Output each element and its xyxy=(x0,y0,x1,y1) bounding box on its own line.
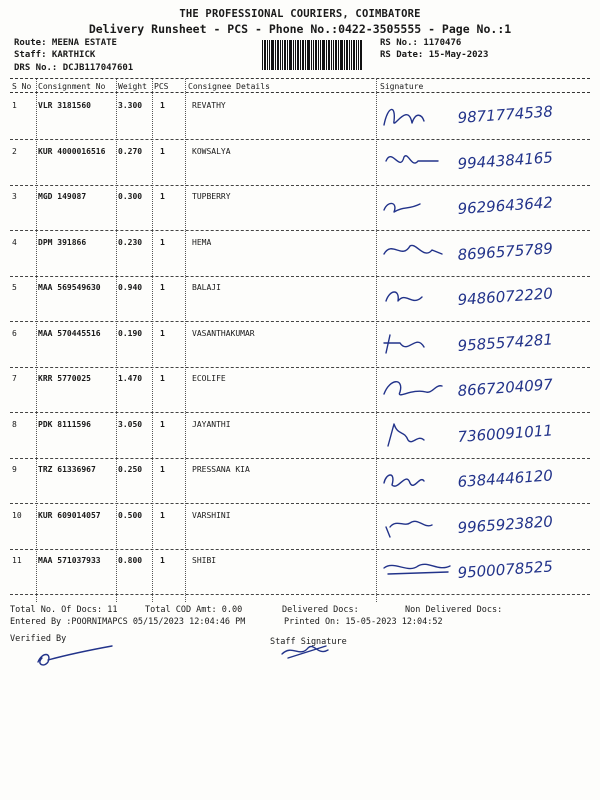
row-consignee: TUPBERRY xyxy=(192,192,231,201)
row-pcs: 1 xyxy=(160,419,165,429)
row-consignment-no: KUR 4000016516 xyxy=(38,146,106,156)
row-pcs: 1 xyxy=(160,283,165,292)
row-consignment-no: TRZ 61336967 xyxy=(38,465,96,474)
row-pcs: 1 xyxy=(160,510,165,520)
row-consignment-no: KUR 609014057 xyxy=(38,510,101,520)
staff-signature xyxy=(278,640,338,662)
row-signature-phone: 8667204097 xyxy=(457,375,554,400)
col-header-weight: Weight xyxy=(118,82,147,91)
row-signature xyxy=(378,507,590,547)
row-signature-phone: 7360091011 xyxy=(457,420,554,446)
row-consignment-no: MGD 149087 xyxy=(38,192,87,201)
row-pcs: 1 xyxy=(160,192,165,201)
row-signature-phone: 9486072220 xyxy=(457,284,554,309)
row-sno: 6 xyxy=(12,328,17,338)
printed-on: Printed On: 15-05-2023 12:04:52 xyxy=(284,617,443,627)
non-delivered-docs: Non Delivered Docs: xyxy=(405,605,503,615)
company-name: THE PROFESSIONAL COURIERS, COIMBATORE xyxy=(179,8,421,20)
table-row xyxy=(10,368,590,413)
row-consignee: BALAJI xyxy=(192,283,221,292)
row-signature xyxy=(378,416,590,456)
row-pcs: 1 xyxy=(160,146,165,156)
row-signature xyxy=(378,325,590,365)
row-signature xyxy=(378,370,590,410)
table-row xyxy=(10,95,590,140)
row-signature xyxy=(378,234,590,274)
row-sno: 3 xyxy=(12,192,17,201)
col-header-pcs: PCS xyxy=(154,82,169,91)
col-header-signature: Signature xyxy=(380,82,424,91)
delivered-docs: Delivered Docs: xyxy=(282,605,359,615)
row-consignee: SHIBI xyxy=(192,556,217,565)
row-pcs: 1 xyxy=(160,101,165,110)
row-sno: 5 xyxy=(12,283,17,292)
runsheet-title: Delivery Runsheet - PCS - Phone No.:0422-3505555 - Page No.:1 xyxy=(88,22,512,36)
verified-by-label: Verified By xyxy=(10,634,67,644)
staff-label: Staff: KARTHICK xyxy=(14,50,96,60)
row-sno: 11 xyxy=(12,556,22,565)
table-row xyxy=(10,414,590,459)
row-consignment-no: MAA 570445516 xyxy=(38,328,101,338)
row-consignee: REVATHY xyxy=(192,101,226,110)
row-consignment-no: VLR 3181560 xyxy=(38,101,91,110)
row-signature-phone: 9965923820 xyxy=(457,511,554,537)
header-bottom-rule xyxy=(10,92,590,93)
col-header-sno: S No xyxy=(12,82,32,91)
row-weight: 0.300 xyxy=(118,192,143,201)
row-consignee: HEMA xyxy=(192,237,212,247)
row-weight: 0.940 xyxy=(118,283,143,292)
row-weight: 0.190 xyxy=(118,328,143,338)
row-consignment-no: PDK 8111596 xyxy=(38,419,91,429)
row-pcs: 1 xyxy=(160,237,165,247)
staff-signature-label: Staff Signature xyxy=(270,637,347,647)
col-header-consignee: Consignee Details xyxy=(188,82,270,91)
row-consignee: PRESSANA KIA xyxy=(192,465,250,474)
col-header-consignment: Consignment No xyxy=(38,82,106,91)
row-signature-phone: 9871774538 xyxy=(457,102,554,127)
row-consignment-no: MAA 569549630 xyxy=(38,283,101,292)
table-row xyxy=(10,505,590,550)
row-signature xyxy=(378,552,590,592)
row-sno: 4 xyxy=(12,237,17,247)
entered-by: Entered By :POORNIMAPCS 05/15/2023 12:04:46 PM xyxy=(10,617,246,627)
row-weight: 0.270 xyxy=(118,146,143,156)
row-weight: 3.300 xyxy=(118,101,143,110)
row-signature xyxy=(378,188,590,228)
table-row xyxy=(10,550,590,595)
row-sno: 1 xyxy=(12,101,17,110)
row-signature xyxy=(378,143,590,183)
row-consignee: KOWSALYA xyxy=(192,146,231,156)
total-cod-amount: Total COD Amt: 0.00 xyxy=(145,605,243,615)
row-consignment-no: DPM 391866 xyxy=(38,237,87,247)
table-row xyxy=(10,323,590,368)
row-weight: 0.250 xyxy=(118,465,143,474)
table-row xyxy=(10,186,590,231)
row-pcs: 1 xyxy=(160,374,165,383)
rs-number: RS No.: 1170476 xyxy=(380,38,462,48)
row-weight: 0.500 xyxy=(118,510,143,520)
row-pcs: 1 xyxy=(160,465,165,474)
table-row xyxy=(10,459,590,504)
row-consignee: ECOLIFE xyxy=(192,374,226,383)
row-signature-phone: 9585574281 xyxy=(457,329,554,355)
row-signature xyxy=(378,97,590,137)
row-pcs: 1 xyxy=(160,328,165,338)
row-signature-phone: 9629643642 xyxy=(457,193,554,218)
table-row xyxy=(10,277,590,322)
row-weight: 0.230 xyxy=(118,237,143,247)
route-label: Route: MEENA ESTATE xyxy=(14,38,117,48)
table-row xyxy=(10,232,590,277)
row-sno: 9 xyxy=(12,465,17,474)
table-row xyxy=(10,141,590,186)
row-consignee: JAYANTHI xyxy=(192,419,231,429)
row-signature-phone: 9500078525 xyxy=(457,557,554,582)
row-sno: 2 xyxy=(12,146,17,156)
row-consignment-no: MAA 571037933 xyxy=(38,556,101,565)
total-docs: Total No. Of Docs: 11 xyxy=(10,605,118,615)
row-signature-phone: 6384446120 xyxy=(457,466,554,491)
row-sno: 7 xyxy=(12,374,17,383)
header-top-rule xyxy=(10,78,590,79)
row-weight: 0.800 xyxy=(118,556,143,565)
row-consignee: VASANTHAKUMAR xyxy=(192,328,255,338)
barcode-image xyxy=(262,40,362,70)
row-consignment-no: KRR 5770025 xyxy=(38,374,91,383)
row-signature-phone: 9944384165 xyxy=(457,147,554,173)
row-sno: 8 xyxy=(12,419,17,429)
rs-date: RS Date: 15-May-2023 xyxy=(380,50,489,60)
row-sno: 10 xyxy=(12,510,22,520)
row-signature xyxy=(378,461,590,501)
drs-number: DRS No.: DCJB117047601 xyxy=(14,63,134,73)
row-signature-phone: 8696575789 xyxy=(457,238,554,264)
row-signature xyxy=(378,279,590,319)
row-pcs: 1 xyxy=(160,556,165,565)
verifier-signature xyxy=(30,640,120,670)
row-consignee: VARSHINI xyxy=(192,510,231,520)
row-weight: 3.050 xyxy=(118,419,143,429)
row-weight: 1.470 xyxy=(118,374,143,383)
row-separator xyxy=(10,594,590,595)
